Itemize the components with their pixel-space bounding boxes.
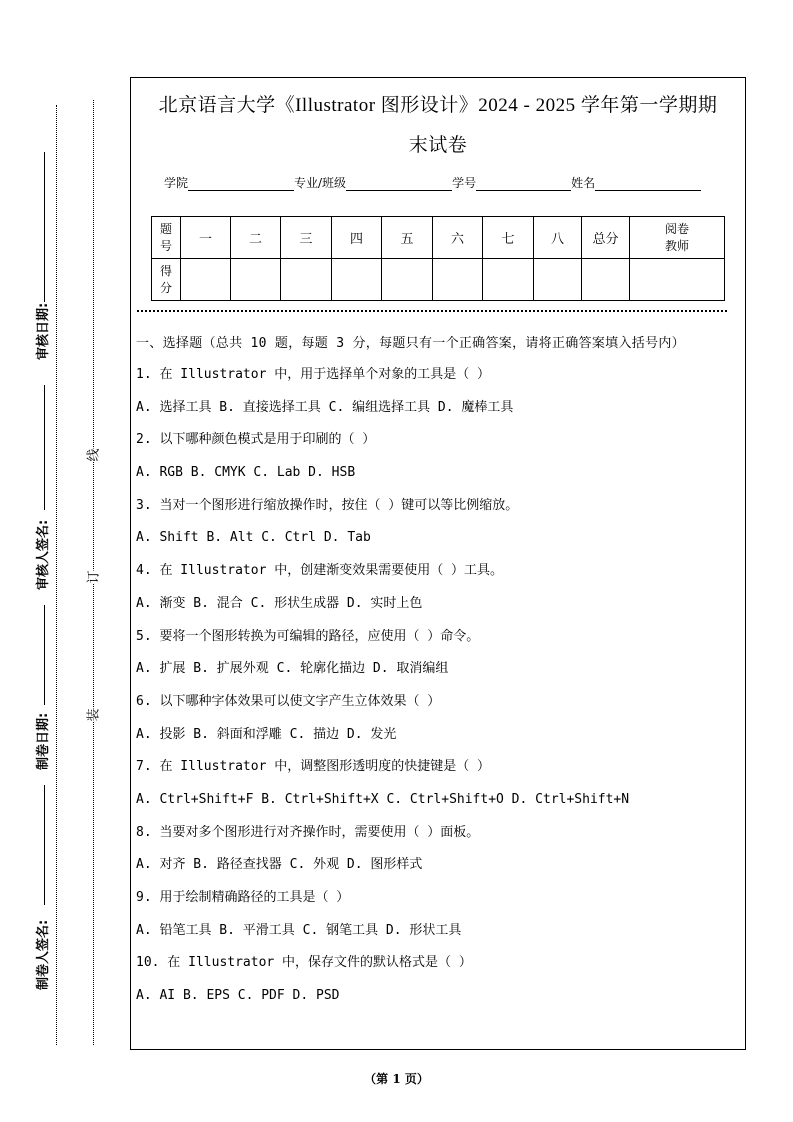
question-4: 4. 在 Illustrator 中，创建渐变效果需要使用（ ）工具。 xyxy=(136,563,504,579)
dotted-separator xyxy=(137,310,727,312)
question-8-options: A. 对齐 B. 路径查找器 C. 外观 D. 图形样式 xyxy=(136,857,423,873)
score-table-header-row xyxy=(152,217,725,259)
field-college-blank[interactable] xyxy=(188,177,294,191)
review-date-label: 审核日期: xyxy=(36,302,51,360)
paper-maker-signature-blank[interactable] xyxy=(44,785,45,905)
col-header: 二 xyxy=(231,217,281,259)
field-major-class-blank[interactable] xyxy=(346,177,452,191)
question-5: 5. 要将一个图形转换为可编辑的路径，应使用（ ）命令。 xyxy=(136,628,480,644)
question-1: 1. 在 Illustrator 中，用于选择单个对象的工具是（ ） xyxy=(136,367,491,382)
question-3: 3. 当对一个图形进行缩放操作时，按住（ ）键可以等比例缩放。 xyxy=(136,497,519,513)
score-cell[interactable] xyxy=(281,259,332,301)
question-5-options: A. 扩展 B. 扩展外观 C. 轮廓化描边 D. 取消编组 xyxy=(136,661,449,677)
exam-frame xyxy=(130,77,746,1050)
paper-date-label: 制卷日期: xyxy=(36,712,51,770)
paper-date-blank[interactable] xyxy=(44,605,45,705)
score-cell[interactable] xyxy=(433,259,483,301)
score-cell[interactable] xyxy=(534,259,582,301)
score-cell[interactable] xyxy=(181,259,231,301)
score-row-label: 得分 xyxy=(152,259,181,301)
field-student-id-blank[interactable] xyxy=(476,177,571,191)
exam-title-line1: 北京语言大学《Illustrator 图形设计》2024 - 2025 学年第一学期期 xyxy=(158,95,718,116)
question-10: 10. 在 Illustrator 中，保存文件的默认格式是（ ） xyxy=(136,955,472,971)
col-header: 四 xyxy=(332,217,382,259)
header-row-label: 题号 xyxy=(152,217,181,259)
col-header-grader: 阅卷教师 xyxy=(630,217,725,259)
col-header: 六 xyxy=(433,217,483,259)
field-major-class-label: 专业/班级 xyxy=(294,176,347,190)
score-cell-total[interactable] xyxy=(582,259,630,301)
reviewer-signature-blank[interactable] xyxy=(44,385,45,510)
page-number: （第 1 页） xyxy=(364,1072,429,1086)
score-table-score-row xyxy=(152,259,725,301)
exam-title-line2: 末试卷 xyxy=(408,135,468,156)
question-4-options: A. 渐变 B. 混合 C. 形状生成器 D. 实时上色 xyxy=(136,595,423,611)
outer-dotted-line xyxy=(56,105,57,1045)
section-heading: 一、选择题（总共 10 题，每题 3 分，每题只有一个正确答案，请将正确答案填入括号内） xyxy=(136,336,685,351)
field-name-blank[interactable] xyxy=(595,177,701,191)
question-1-options: A. 选择工具 B. 直接选择工具 C. 编组选择工具 D. 魔棒工具 xyxy=(136,399,514,415)
binding-char-bind: 订 xyxy=(86,570,102,584)
question-2: 2. 以下哪种颜色模式是用于印刷的（ ） xyxy=(136,432,376,448)
score-table xyxy=(151,216,725,301)
question-9: 9. 用于绘制精确路径的工具是（ ） xyxy=(136,890,350,905)
question-7: 7. 在 Illustrator 中，调整图形透明度的快捷键是（ ） xyxy=(136,759,491,775)
question-3-options: A. Shift B. Alt C. Ctrl D. Tab xyxy=(136,530,371,546)
col-header-total: 总分 xyxy=(582,217,630,259)
reviewer-signature-label: 审核人签名: xyxy=(36,519,51,590)
score-cell[interactable] xyxy=(382,259,433,301)
question-8: 8. 当要对多个图形进行对齐操作时，需要使用（ ）面板。 xyxy=(136,824,480,840)
student-info-row xyxy=(164,174,701,191)
score-cell[interactable] xyxy=(332,259,382,301)
question-6-options: A. 投影 B. 斜面和浮雕 C. 描边 D. 发光 xyxy=(136,726,397,742)
col-header: 八 xyxy=(534,217,582,259)
section-multiple-choice xyxy=(136,332,738,1013)
review-date-blank[interactable] xyxy=(44,152,45,302)
col-header: 三 xyxy=(281,217,332,259)
field-name-label: 姓名 xyxy=(571,176,596,190)
binding-char-pack: 装 xyxy=(86,708,102,722)
question-2-options: A. RGB B. CMYK C. Lab D. HSB xyxy=(136,465,356,481)
col-header: 七 xyxy=(483,217,534,259)
question-10-options: A. AI B. EPS C. PDF D. PSD xyxy=(136,988,340,1004)
question-6: 6. 以下哪种字体效果可以使文字产生立体效果（ ） xyxy=(136,693,441,709)
score-cell-grader[interactable] xyxy=(630,259,725,301)
question-7-options: A. Ctrl+Shift+F B. Ctrl+Shift+X C. Ctrl+Shift+O D. Ctrl+Shift+N xyxy=(136,791,630,807)
col-header: 一 xyxy=(181,217,231,259)
question-9-options: A. 铅笔工具 B. 平滑工具 C. 钢笔工具 D. 形状工具 xyxy=(136,922,462,938)
score-cell[interactable] xyxy=(483,259,534,301)
score-cell[interactable] xyxy=(231,259,281,301)
paper-maker-signature-label: 制卷人签名: xyxy=(36,919,51,990)
field-student-id-label: 学号 xyxy=(452,176,477,190)
field-college-label: 学院 xyxy=(164,176,189,190)
col-header: 五 xyxy=(382,217,433,259)
binding-char-line: 线 xyxy=(86,448,102,462)
